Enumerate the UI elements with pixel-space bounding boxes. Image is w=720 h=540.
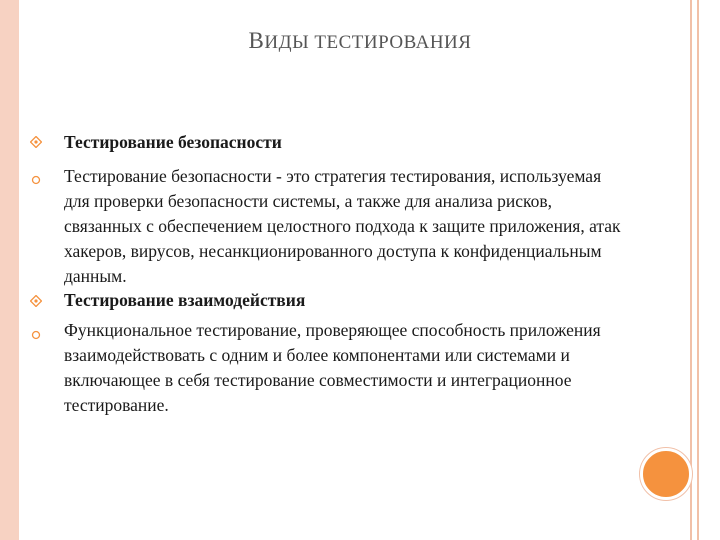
right-border-line [690, 0, 692, 540]
diamond-bullet-icon [30, 295, 42, 307]
list-item-heading-interoperability: Тестирование взаимодействия [64, 290, 306, 310]
title-rest: ИДЫ ТЕСТИРОВАНИЯ [264, 32, 472, 53]
list-item-heading-security: Тестирование безопасности [64, 132, 282, 152]
right-border-line [697, 0, 699, 540]
circle-bullet-icon [30, 174, 42, 186]
left-decorative-bar [0, 0, 19, 540]
list-item-security-description: Тестирование безопасности - это стратегия тестирования, используемая для проверки безопасности системы, а также для анализа рисков, связанных с обеспечением целостного подхода к защите приложения, атак хакеров, вирусов, несанкционированного доступа к конфиденциальным данным. [64, 166, 621, 286]
orange-circle-decoration [640, 448, 692, 500]
circle-bullet-icon [30, 329, 42, 341]
list-item-interoperability-description: Функциональное тестирование, проверяющее способность приложения взаимодействовать с одним и более компонентами или системами и включающее в себя тестирование совместимости и интеграционное тестирование. [64, 320, 601, 415]
title-first-letter: В [248, 28, 265, 53]
slide-title [0, 28, 720, 54]
diamond-bullet-icon [30, 136, 42, 148]
